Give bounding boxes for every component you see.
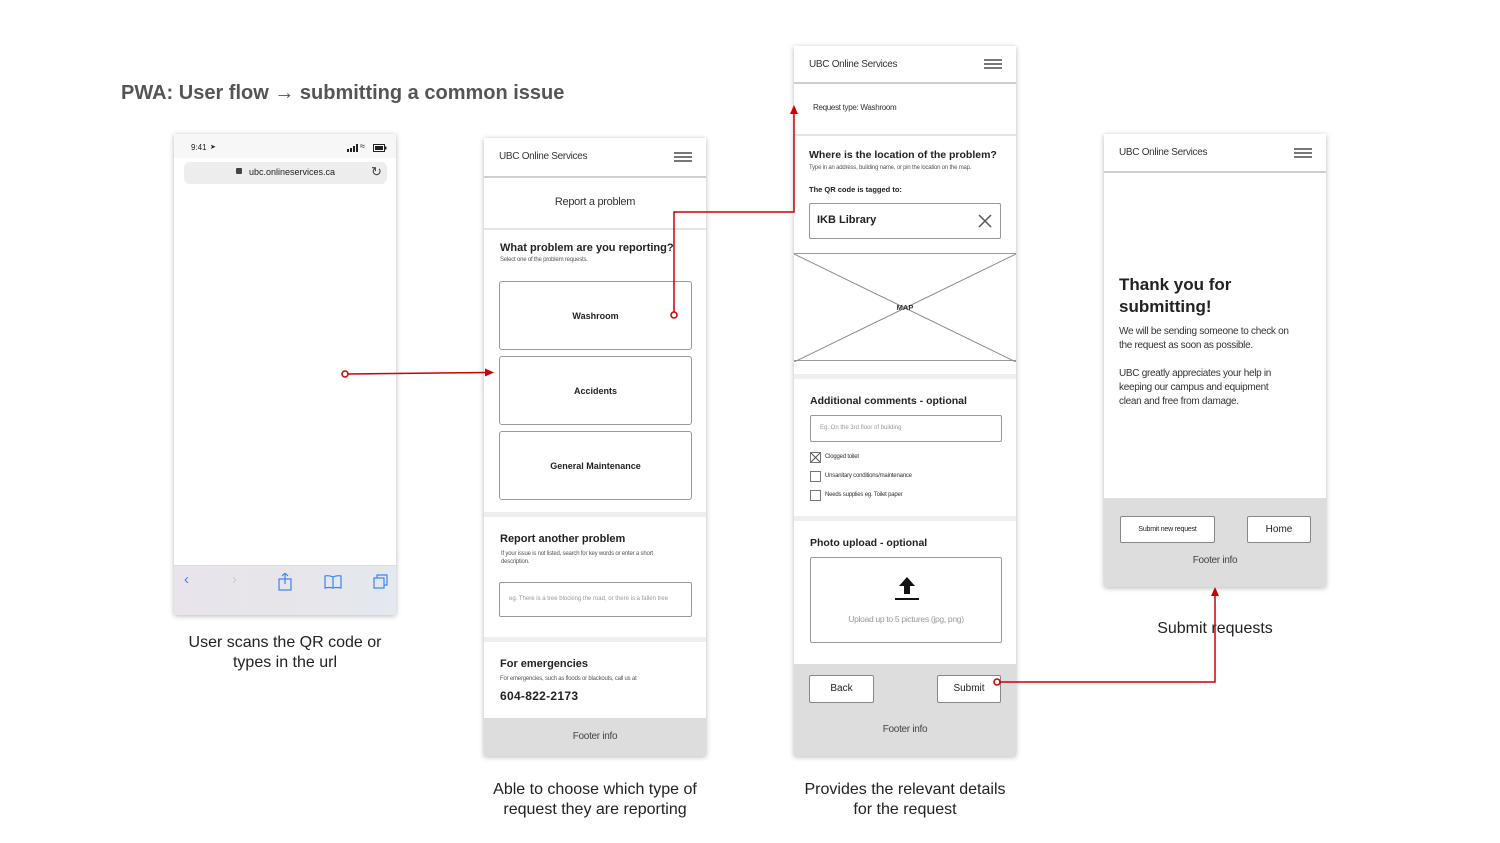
upload-icon — [894, 576, 920, 602]
request-type: Request type: Washroom — [813, 103, 897, 112]
home-button[interactable]: Home — [1247, 516, 1311, 543]
section-divider — [794, 374, 1016, 379]
photo-upload-area[interactable] — [810, 557, 1002, 643]
app-header — [484, 138, 706, 178]
url-bar[interactable] — [184, 162, 387, 184]
another-problem-input[interactable]: eg. There is a tree blocking the road, or there is a fallen tree — [499, 582, 692, 617]
location-value: IKB Library — [817, 214, 877, 226]
caption-screen1: User scans the QR code or types in the url — [188, 634, 382, 671]
divider — [794, 134, 1016, 136]
emergency-phone[interactable]: 604-822-2173 — [500, 689, 579, 703]
signal-icon — [347, 144, 359, 152]
browser-toolbar — [174, 565, 396, 615]
checked-cross-icon — [811, 453, 820, 462]
section-divider — [484, 637, 706, 642]
screen-request-details — [794, 46, 1016, 756]
app-header — [794, 46, 1016, 84]
status-time: 9:41 — [191, 143, 207, 152]
emergency-text: For emergencies, such as floods or blackouts, call us at — [500, 676, 637, 682]
another-problem-title: Report another problem — [500, 533, 626, 545]
appreciation-message: UBC greatly appreciates your help in keeping our campus and equipment clean and free from damage. — [1119, 368, 1272, 407]
footer — [1104, 498, 1326, 587]
back-button[interactable]: Back — [809, 675, 874, 703]
app-header-title: UBC Online Services — [499, 151, 588, 162]
section-divider — [794, 516, 1016, 521]
another-problem-hint-2: description. — [501, 559, 530, 565]
checkbox-needs-supplies[interactable] — [810, 490, 821, 501]
reload-icon[interactable]: ↻ — [371, 164, 382, 179]
bookmarks-icon[interactable] — [324, 575, 342, 589]
footer — [794, 664, 1016, 756]
option-accidents[interactable]: Accidents — [499, 356, 692, 425]
location-arrow-icon: ➤ — [210, 144, 216, 151]
map-placeholder[interactable] — [794, 253, 1016, 361]
location-hint: Type in an address, building name, or pin the location on the map. — [809, 165, 972, 171]
footer-text: Footer info — [572, 731, 618, 742]
hamburger-menu-icon[interactable] — [984, 59, 1002, 69]
footer — [484, 718, 706, 756]
footer-text: Footer info — [882, 724, 928, 735]
qr-label: The QR code is tagged to: — [809, 185, 902, 194]
page-heading: Report a problem — [554, 196, 636, 208]
tabs-icon[interactable] — [373, 574, 389, 590]
screen-report-problem — [484, 138, 706, 756]
back-icon[interactable]: ‹ — [184, 571, 189, 588]
emergency-title: For emergencies — [500, 658, 589, 670]
section-divider — [484, 512, 706, 517]
location-question: Where is the location of the problem? — [809, 149, 997, 161]
hamburger-menu-icon[interactable] — [674, 152, 692, 162]
forward-icon: › — [232, 571, 237, 588]
checkbox-unsanitary[interactable] — [810, 471, 821, 482]
app-header — [1104, 134, 1326, 173]
hamburger-menu-icon[interactable] — [1294, 148, 1312, 158]
caption-screen4: Submit requests — [1157, 620, 1273, 637]
checkbox-clogged-toilet[interactable] — [810, 452, 821, 463]
thank-you-heading: Thank you for submitting! — [1119, 275, 1232, 316]
comments-title: Additional comments - optional — [810, 395, 967, 407]
share-icon[interactable] — [278, 573, 292, 591]
problem-question: What problem are you reporting? — [500, 242, 674, 254]
option-general-maintenance[interactable]: General Maintenance — [499, 431, 692, 500]
lock-icon — [236, 168, 242, 174]
comments-input[interactable]: Eg. On the 3rd floor of building — [810, 415, 1002, 442]
status-bar — [174, 134, 396, 158]
url-text: ubc.onlineservices.ca — [249, 167, 336, 177]
photo-title: Photo upload - optional — [810, 537, 928, 549]
location-input[interactable] — [809, 203, 1001, 239]
checkbox-label: Clogged toilet — [825, 454, 859, 460]
app-header-title: UBC Online Services — [809, 59, 898, 70]
problem-question-hint: Select one of the problem requests. — [500, 257, 588, 263]
footer-text: Footer info — [1192, 555, 1238, 566]
clear-icon[interactable] — [978, 214, 992, 228]
divider — [484, 228, 706, 230]
thank-you-message: We will be sending someone to check on the request as soon as possible. — [1119, 326, 1289, 351]
battery-icon — [373, 144, 387, 152]
checkbox-label: Needs supplies eg. Toilet paper — [825, 492, 903, 498]
wifi-icon: ≈ — [360, 141, 365, 151]
another-problem-hint: If your issue is not listed, search for key words or enter a short — [501, 551, 653, 557]
checkbox-label: Unsanitary conditions/maintenance — [825, 473, 912, 479]
caption-screen3: Provides the relevant details for the request — [804, 781, 1006, 818]
screen-thank-you — [1104, 134, 1326, 587]
photo-hint: Upload up to 5 pictures (jpg, png) — [848, 614, 964, 624]
caption-screen2: Able to choose which type of request they are reporting — [493, 781, 697, 818]
map-label: MAP — [896, 303, 914, 312]
app-header-title: UBC Online Services — [1119, 147, 1208, 158]
screen-mobile-browser — [174, 134, 396, 615]
submit-new-request-button[interactable]: Submit new request — [1120, 516, 1215, 543]
submit-button[interactable]: Submit — [937, 675, 1001, 703]
option-washroom[interactable]: Washroom — [499, 281, 692, 350]
page-title: PWA: User flow → submitting a common issue — [121, 82, 565, 104]
